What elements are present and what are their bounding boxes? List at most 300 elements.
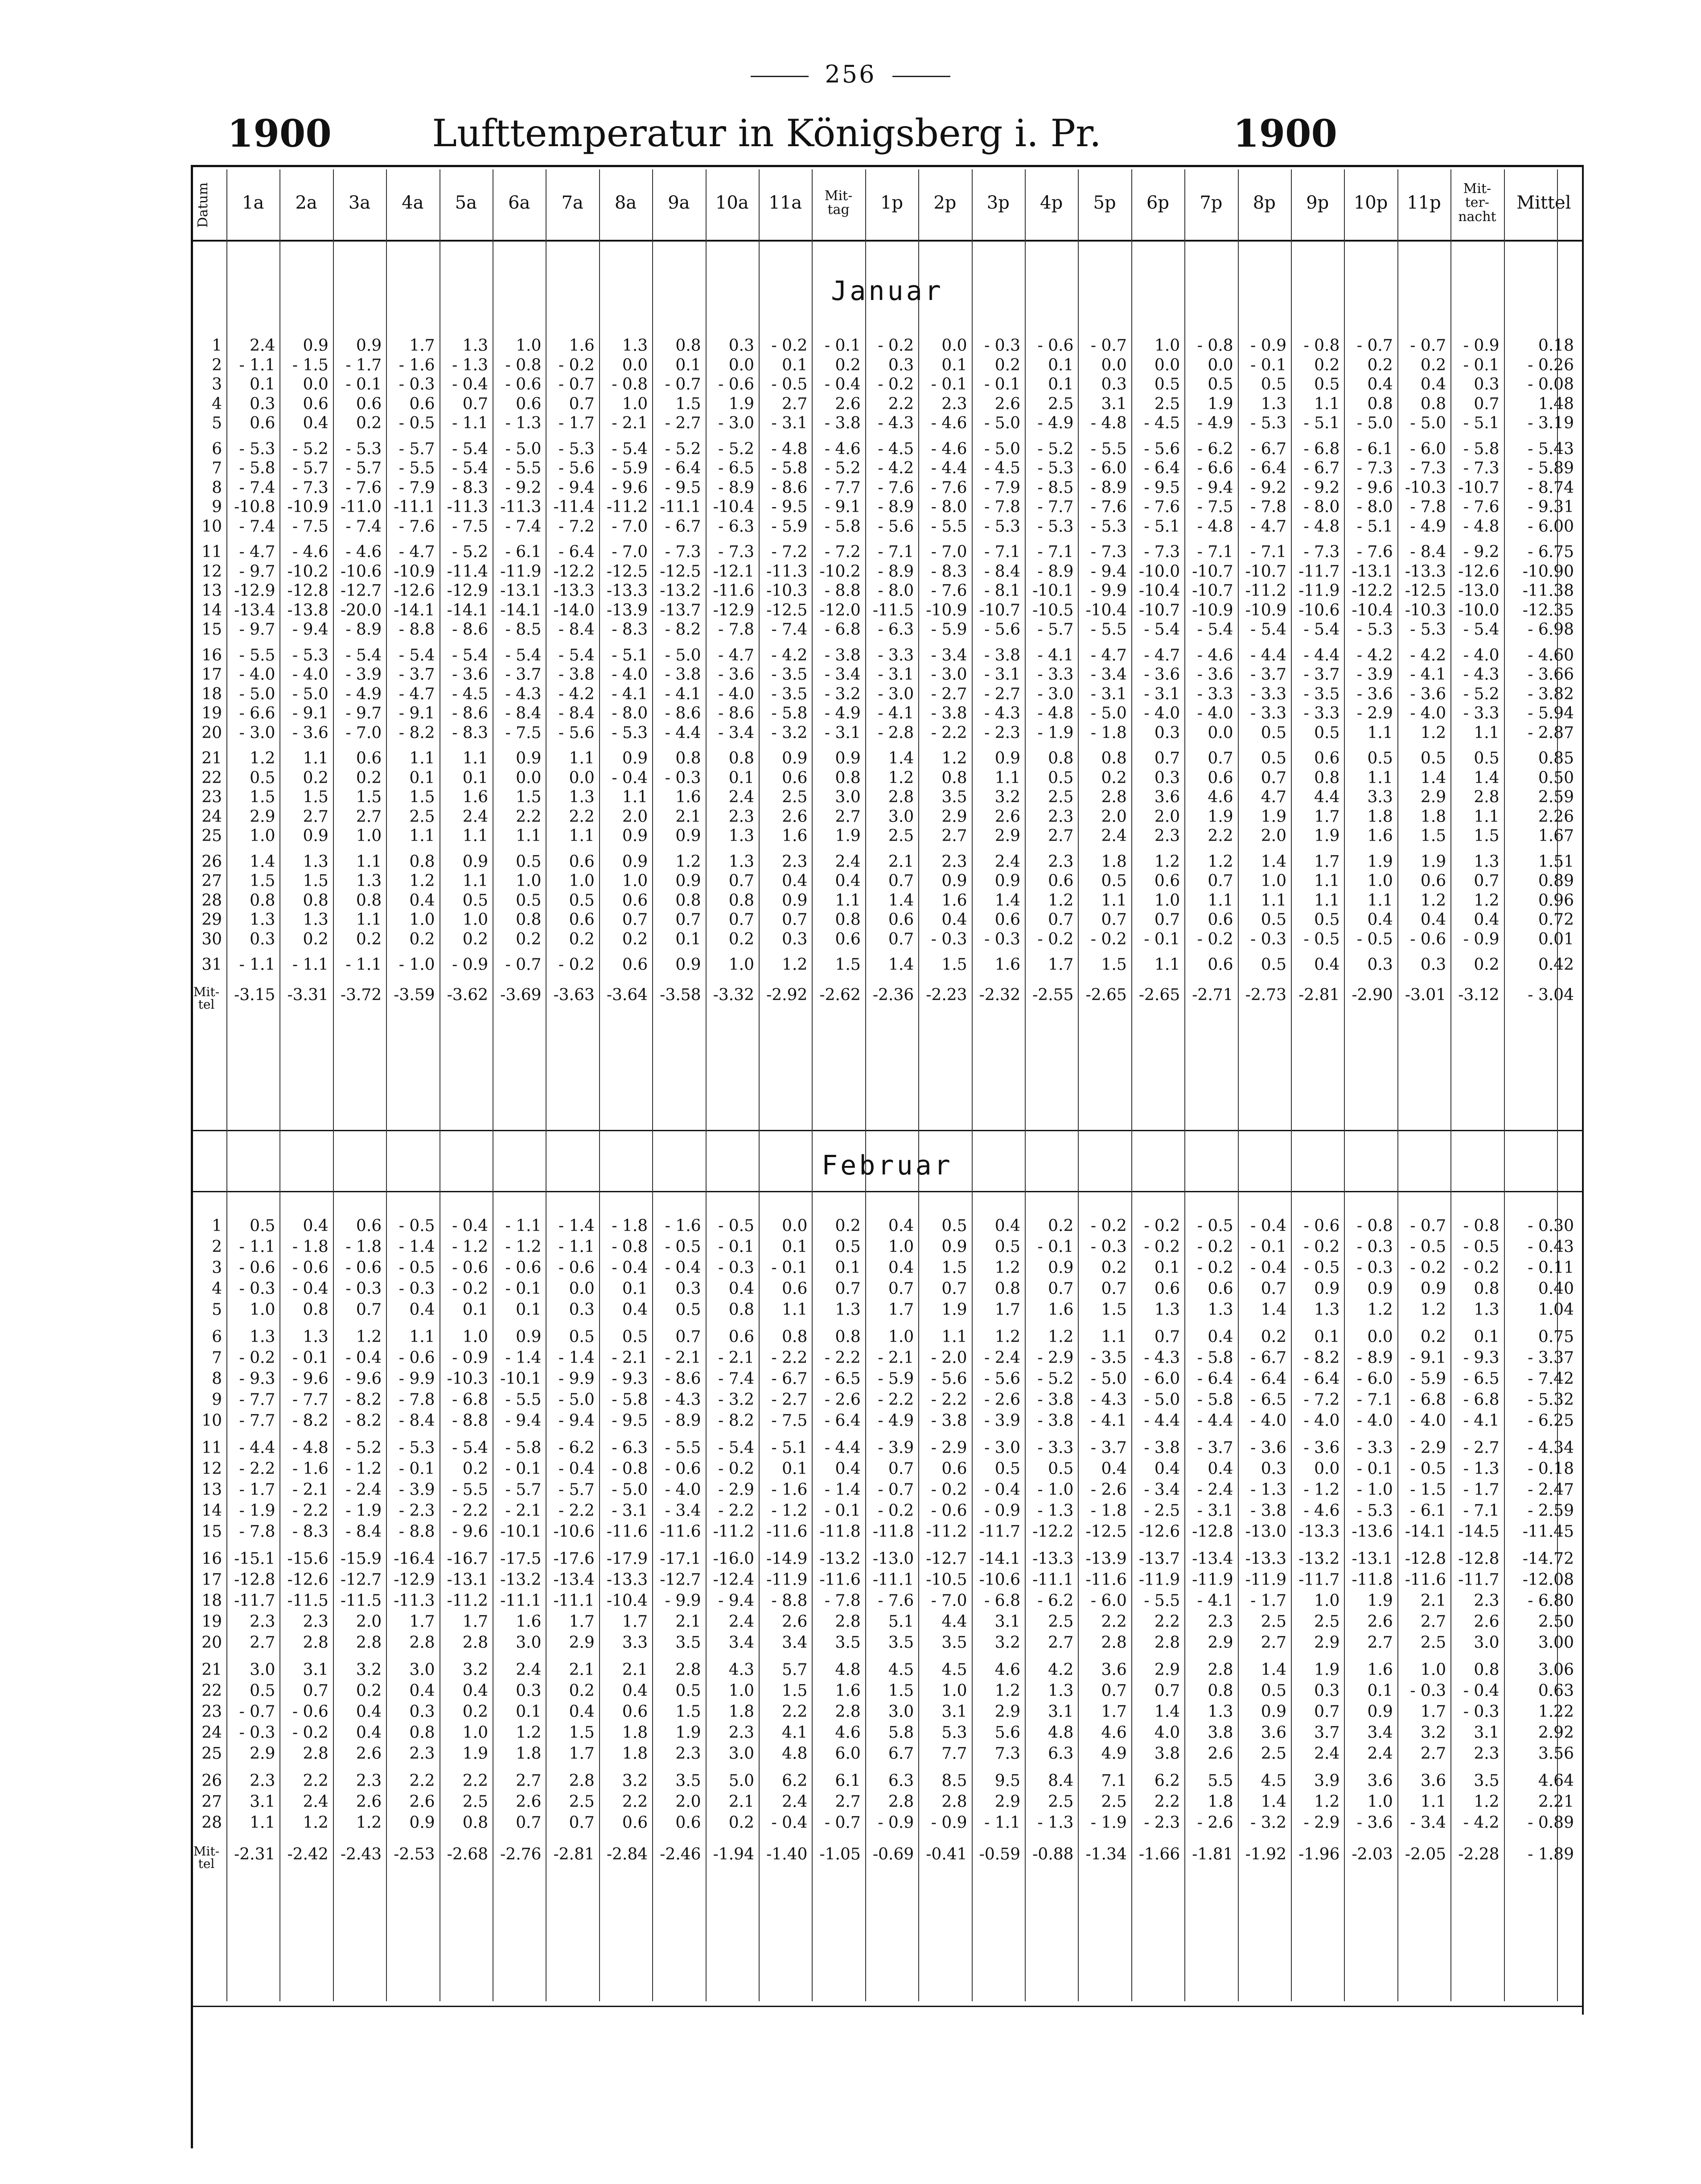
temperature-cell: 0.7 <box>888 872 914 890</box>
temperature-cell: -3.15 <box>234 985 275 1004</box>
date-cell: 8 <box>212 478 222 497</box>
temperature-cell: 1.6 <box>1367 827 1393 845</box>
temperature-cell: 1.6 <box>675 788 701 806</box>
temperature-cell: - 4.7 <box>239 543 275 561</box>
daily-mean-cell: - 6.75 <box>1528 543 1574 561</box>
daily-mean-cell: 2.50 <box>1538 1613 1574 1631</box>
temperature-cell: - 7.4 <box>771 620 808 639</box>
temperature-cell: 1.4 <box>888 956 914 974</box>
daily-mean-cell: -10.90 <box>1522 562 1574 581</box>
temperature-cell: -12.5 <box>1405 582 1446 600</box>
temperature-cell: 1.8 <box>1208 1793 1233 1811</box>
date-cell: 6 <box>212 439 222 458</box>
temperature-cell: 0.3 <box>409 1703 435 1721</box>
temperature-cell: 2.2 <box>303 1772 329 1790</box>
temperature-cell: 1.0 <box>1367 1793 1393 1811</box>
temperature-cell: 0.9 <box>1048 1259 1074 1277</box>
temperature-cell: 2.3 <box>728 1724 754 1742</box>
temperature-cell: - 7.7 <box>239 1412 275 1430</box>
temperature-cell: 0.5 <box>516 891 542 910</box>
temperature-cell: 0.1 <box>675 356 701 374</box>
temperature-cell: - 8.8 <box>452 1412 488 1430</box>
temperature-cell: - 3.4 <box>1410 1814 1446 1832</box>
temperature-cell: 2.0 <box>1261 827 1286 845</box>
temperature-cell: 2.8 <box>303 1745 329 1763</box>
temperature-cell: - 4.0 <box>612 665 648 684</box>
temperature-cell: - 5.3 <box>1037 517 1074 536</box>
temperature-cell: - 9.4 <box>1090 562 1127 581</box>
temperature-cell: - 6.7 <box>1250 439 1286 458</box>
temperature-cell: - 4.4 <box>239 1439 275 1457</box>
temperature-cell: 0.3 <box>1154 768 1180 787</box>
temperature-cell: - 3.6 <box>1303 1439 1340 1457</box>
temperature-cell: 1.5 <box>356 788 382 806</box>
temperature-cell: - 4.4 <box>824 1439 861 1457</box>
mean-label: Mit- tel <box>193 984 220 1012</box>
temperature-cell: - 3.8 <box>558 665 595 684</box>
temperature-cell: 0.5 <box>1154 375 1180 394</box>
temperature-cell: 1.4 <box>888 749 914 768</box>
temperature-cell: - 4.4 <box>1144 1412 1180 1430</box>
temperature-cell: 0.0 <box>728 356 754 374</box>
temperature-cell: 2.6 <box>1367 1613 1393 1631</box>
temperature-cell: 1.5 <box>782 1682 808 1700</box>
temperature-cell: 0.8 <box>728 749 754 768</box>
temperature-cell: - 7.6 <box>345 478 382 497</box>
temperature-cell: - 5.3 <box>984 517 1020 536</box>
temperature-cell: - 3.0 <box>984 1439 1020 1457</box>
temperature-cell: - 8.4 <box>399 1412 435 1430</box>
temperature-cell: -12.8 <box>234 1571 275 1589</box>
temperature-cell: - 0.3 <box>399 375 435 394</box>
temperature-cell: - 0.8 <box>1463 1217 1500 1235</box>
table-row <box>191 1502 1584 1520</box>
temperature-cell: 0.7 <box>888 1280 914 1298</box>
temperature-cell: - 1.3 <box>1037 1814 1074 1832</box>
temperature-cell: - 5.8 <box>771 704 808 723</box>
temperature-cell: - 8.8 <box>399 620 435 639</box>
temperature-cell: 0.4 <box>1314 956 1340 974</box>
temperature-cell: - 3.7 <box>1090 1439 1127 1457</box>
date-cell: 25 <box>201 1745 222 1763</box>
temperature-cell: - 4.1 <box>878 704 914 723</box>
temperature-cell: - 4.0 <box>239 665 275 684</box>
table-row <box>191 479 1584 497</box>
temperature-cell: 0.6 <box>1154 872 1180 890</box>
date-cell: 22 <box>201 1682 222 1700</box>
temperature-cell: - 3.1 <box>612 1502 648 1520</box>
temperature-cell: 1.5 <box>409 788 435 806</box>
temperature-cell: - 5.3 <box>1356 1502 1393 1520</box>
temperature-cell: -10.4 <box>606 1592 648 1610</box>
temperature-cell: 7.7 <box>941 1745 967 1763</box>
temperature-cell: 0.6 <box>888 911 914 929</box>
temperature-cell: - 5.0 <box>984 439 1020 458</box>
temperature-cell: -10.7 <box>1458 478 1500 497</box>
temperature-cell: 2.2 <box>409 1772 435 1790</box>
temperature-cell: - 2.1 <box>718 1349 754 1367</box>
temperature-cell: 1.9 <box>941 1301 967 1319</box>
temperature-cell: - 9.4 <box>558 1412 595 1430</box>
temperature-cell: - 6.4 <box>824 1412 861 1430</box>
temperature-cell: 0.5 <box>622 1328 648 1346</box>
temperature-cell: - 5.0 <box>1356 414 1393 432</box>
date-cell: 18 <box>201 1592 222 1610</box>
temperature-cell: - 6.3 <box>878 620 914 639</box>
temperature-cell: 0.0 <box>516 768 542 787</box>
temperature-cell: 0.6 <box>1208 911 1233 929</box>
temperature-cell: - 2.2 <box>292 1502 329 1520</box>
table-row <box>191 395 1584 414</box>
temperature-cell: - 1.1 <box>505 1217 542 1235</box>
temperature-cell: 1.1 <box>462 749 488 768</box>
temperature-cell: - 6.8 <box>824 620 861 639</box>
temperature-cell: - 0.4 <box>1250 1259 1286 1277</box>
hour-header-10: 10a <box>715 193 749 213</box>
temperature-cell: 0.6 <box>728 1328 754 1346</box>
table-row <box>191 1349 1584 1367</box>
temperature-cell: 1.3 <box>569 788 595 806</box>
temperature-cell: - 0.9 <box>1463 930 1500 948</box>
temperature-cell: - 5.4 <box>1250 620 1286 639</box>
temperature-cell: - 4.0 <box>1463 646 1500 665</box>
temperature-cell: - 1.7 <box>1463 1481 1500 1499</box>
hour-header-15: 3p <box>986 193 1010 213</box>
date-cell: 16 <box>201 1550 222 1568</box>
temperature-cell: - 0.2 <box>1090 1217 1127 1235</box>
date-cell: 30 <box>201 930 222 948</box>
temperature-cell: - 7.8 <box>1410 498 1446 516</box>
temperature-cell: 0.5 <box>569 1328 595 1346</box>
temperature-cell: 0.5 <box>250 768 275 787</box>
temperature-cell: - 7.0 <box>345 723 382 742</box>
temperature-cell: - 5.3 <box>1090 517 1127 536</box>
temperature-cell: 1.2 <box>1314 1793 1340 1811</box>
temperature-cell: 2.8 <box>1208 1661 1233 1679</box>
daily-mean-cell: - 2.87 <box>1528 723 1574 742</box>
temperature-cell: - 9.9 <box>665 1592 701 1610</box>
temperature-cell: - 0.5 <box>399 1259 435 1277</box>
temperature-cell: -10.9 <box>1192 601 1233 620</box>
temperature-cell: 0.8 <box>994 1280 1020 1298</box>
temperature-cell: - 1.1 <box>984 1814 1020 1832</box>
temperature-cell: 2.2 <box>622 1793 648 1811</box>
temperature-cell: -13.9 <box>1085 1550 1127 1568</box>
mittel-header: Mittel <box>1516 193 1571 213</box>
temperature-cell: 1.7 <box>1420 1703 1446 1721</box>
temperature-cell: 2.3 <box>941 394 967 413</box>
temperature-cell: 2.7 <box>941 827 967 845</box>
temperature-cell: - 1.1 <box>345 956 382 974</box>
temperature-cell: - 5.6 <box>1144 439 1180 458</box>
temperature-cell: -17.5 <box>500 1550 542 1568</box>
temperature-cell: -13.6 <box>1352 1523 1393 1541</box>
table-row <box>191 1682 1584 1700</box>
temperature-cell: 1.9 <box>1314 827 1340 845</box>
temperature-cell: -12.9 <box>447 582 488 600</box>
temperature-cell: - 0.2 <box>239 1349 275 1367</box>
temperature-cell: - 4.2 <box>1356 646 1393 665</box>
temperature-cell: -11.5 <box>340 1592 382 1610</box>
temperature-cell: - 7.0 <box>931 1592 967 1610</box>
temperature-cell: -14.5 <box>1458 1523 1500 1541</box>
temperature-cell: -14.9 <box>766 1550 808 1568</box>
temperature-cell: - 5.4 <box>452 459 488 477</box>
temperature-cell: 0.2 <box>462 1703 488 1721</box>
temperature-cell: 0.7 <box>888 930 914 948</box>
temperature-cell: -2.76 <box>500 1845 542 1864</box>
temperature-cell: -13.4 <box>234 601 275 620</box>
temperature-cell: -2.32 <box>979 985 1020 1004</box>
header-rule <box>191 240 1584 242</box>
temperature-cell: 1.6 <box>1367 1661 1393 1679</box>
temperature-cell: - 9.2 <box>505 478 542 497</box>
temperature-table <box>191 165 1584 2148</box>
temperature-cell: - 7.3 <box>1090 543 1127 561</box>
temperature-cell: 0.3 <box>1154 723 1180 742</box>
temperature-cell: -11.2 <box>1245 582 1286 600</box>
temperature-cell: -10.7 <box>1192 582 1233 600</box>
temperature-cell: 1.1 <box>1101 1328 1127 1346</box>
temperature-cell: -11.6 <box>606 1523 648 1541</box>
temperature-cell: 3.1 <box>994 1613 1020 1631</box>
temperature-cell: - 8.1 <box>984 582 1020 600</box>
temperature-cell: 5.7 <box>782 1661 808 1679</box>
temperature-cell: - 4.2 <box>1410 646 1446 665</box>
temperature-cell: 2.5 <box>1048 1613 1074 1631</box>
temperature-cell: - 7.7 <box>239 1391 275 1409</box>
temperature-cell: 4.6 <box>1208 788 1233 806</box>
temperature-cell: 0.6 <box>356 1217 382 1235</box>
table-row <box>191 498 1584 517</box>
temperature-cell: - 2.7 <box>984 685 1020 703</box>
temperature-cell: -12.2 <box>553 562 595 581</box>
temperature-cell: -3.69 <box>500 985 542 1004</box>
temperature-cell: - 4.9 <box>824 704 861 723</box>
temperature-cell: 0.8 <box>1474 1661 1500 1679</box>
daily-mean-cell: 0.42 <box>1538 956 1574 974</box>
temperature-cell: -2.68 <box>447 1845 488 1864</box>
temperature-cell: - 0.5 <box>1410 1460 1446 1478</box>
temperature-cell: -0.88 <box>1032 1845 1074 1864</box>
temperature-cell: 0.8 <box>1101 749 1127 768</box>
temperature-cell: -13.0 <box>1245 1523 1286 1541</box>
temperature-cell: - 1.3 <box>505 414 542 432</box>
temperature-cell: - 7.6 <box>878 1592 914 1610</box>
temperature-cell: - 7.6 <box>1090 498 1127 516</box>
temperature-cell: 2.1 <box>622 1661 648 1679</box>
temperature-cell: 0.7 <box>516 1814 542 1832</box>
temperature-cell: -3.01 <box>1405 985 1446 1004</box>
temperature-cell: 3.4 <box>1367 1724 1393 1742</box>
temperature-cell: 8.4 <box>1048 1772 1074 1790</box>
temperature-cell: - 2.9 <box>1356 704 1393 723</box>
temperature-cell: -1.96 <box>1298 1845 1340 1864</box>
temperature-cell: -2.55 <box>1032 985 1074 1004</box>
temperature-cell: - 2.3 <box>984 723 1020 742</box>
temperature-cell: - 9.1 <box>1410 1349 1446 1367</box>
date-cell: 26 <box>201 1772 222 1790</box>
daily-mean-cell: - 3.66 <box>1528 665 1574 684</box>
temperature-cell: 2.8 <box>888 1793 914 1811</box>
temperature-cell: - 2.1 <box>612 1349 648 1367</box>
table-row <box>191 665 1584 684</box>
temperature-cell: -10.9 <box>1245 601 1286 620</box>
temperature-cell: 0.5 <box>462 891 488 910</box>
temperature-cell: - 0.8 <box>612 1238 648 1256</box>
table-row <box>191 1280 1584 1298</box>
temperature-cell: 0.0 <box>622 356 648 374</box>
hour-header-14: 2p <box>933 193 957 213</box>
table-row <box>191 1439 1584 1457</box>
temperature-cell: - 5.4 <box>399 646 435 665</box>
temperature-cell: -2.62 <box>819 985 861 1004</box>
temperature-cell: 1.1 <box>622 788 648 806</box>
temperature-cell: - 2.2 <box>239 1460 275 1478</box>
temperature-cell: - 5.6 <box>984 1370 1020 1388</box>
temperature-cell: 0.8 <box>675 891 701 910</box>
temperature-cell: - 4.2 <box>878 459 914 477</box>
table-row <box>191 1661 1584 1679</box>
temperature-cell: - 8.0 <box>931 498 967 516</box>
temperature-cell: 0.4 <box>462 1682 488 1700</box>
temperature-cell: - 7.1 <box>1463 1502 1500 1520</box>
daily-mean-cell: 0.96 <box>1538 891 1574 910</box>
temperature-cell: - 2.4 <box>1197 1481 1233 1499</box>
temperature-cell: - 5.1 <box>1303 414 1340 432</box>
temperature-cell: - 9.3 <box>1463 1349 1500 1367</box>
temperature-cell: 2.9 <box>941 807 967 826</box>
temperature-cell: 1.3 <box>1154 1301 1180 1319</box>
daily-mean-cell: -12.35 <box>1522 601 1574 620</box>
temperature-cell: - 5.9 <box>612 459 648 477</box>
temperature-cell: - 0.2 <box>1410 1259 1446 1277</box>
temperature-cell: -12.8 <box>287 582 329 600</box>
temperature-cell: - 0.4 <box>345 1349 382 1367</box>
temperature-cell: - 8.9 <box>665 1412 701 1430</box>
temperature-cell: -10.5 <box>1032 601 1074 620</box>
temperature-cell: 0.9 <box>941 872 967 890</box>
temperature-cell: - 6.4 <box>558 543 595 561</box>
temperature-cell: 0.4 <box>622 1682 648 1700</box>
temperature-cell: 1.1 <box>1314 891 1340 910</box>
temperature-cell: 0.3 <box>782 930 808 948</box>
temperature-cell: 0.6 <box>1048 872 1074 890</box>
temperature-cell: - 4.2 <box>771 646 808 665</box>
temperature-cell: - 9.1 <box>292 704 329 723</box>
temperature-cell: - 6.7 <box>665 517 701 536</box>
temperature-cell: -11.8 <box>819 1523 861 1541</box>
temperature-cell: -2.28 <box>1458 1845 1500 1864</box>
temperature-cell: - 6.0 <box>1090 459 1127 477</box>
table-row <box>191 646 1584 665</box>
temperature-cell: 2.4 <box>782 1793 808 1811</box>
temperature-cell: 2.0 <box>1101 807 1127 826</box>
temperature-cell: 0.5 <box>1261 956 1286 974</box>
temperature-cell: 0.6 <box>1208 1280 1233 1298</box>
temperature-cell: -10.7 <box>1138 601 1180 620</box>
temperature-cell: 2.1 <box>1420 1592 1446 1610</box>
temperature-cell: 2.5 <box>888 827 914 845</box>
temperature-cell: - 0.1 <box>292 1349 329 1367</box>
temperature-cell: 2.8 <box>462 1634 488 1652</box>
temperature-cell: -11.1 <box>394 498 435 516</box>
temperature-cell: - 0.7 <box>1410 1217 1446 1235</box>
temperature-cell: - 4.4 <box>1303 646 1340 665</box>
temperature-cell: - 3.4 <box>931 646 967 665</box>
temperature-cell: 1.2 <box>356 1328 382 1346</box>
temperature-cell: -2.65 <box>1138 985 1180 1004</box>
temperature-cell: 0.5 <box>835 1238 861 1256</box>
temperature-cell: - 9.7 <box>239 562 275 581</box>
temperature-cell: - 0.3 <box>1250 930 1286 948</box>
temperature-cell: 1.2 <box>994 1328 1020 1346</box>
temperature-cell: 1.1 <box>1367 891 1393 910</box>
temperature-cell: - 8.5 <box>1037 478 1074 497</box>
temperature-cell: 0.1 <box>516 1301 542 1319</box>
temperature-cell: 2.4 <box>462 807 488 826</box>
temperature-cell: -13.3 <box>606 582 648 600</box>
temperature-cell: 1.5 <box>1101 1301 1127 1319</box>
temperature-cell: - 9.3 <box>239 1370 275 1388</box>
temperature-cell: - 3.8 <box>824 414 861 432</box>
temperature-cell: 1.8 <box>728 1703 754 1721</box>
table-row <box>191 1412 1584 1430</box>
temperature-cell: -3.59 <box>394 985 435 1004</box>
temperature-cell: -11.6 <box>713 582 754 600</box>
temperature-cell: - 5.4 <box>612 439 648 458</box>
temperature-cell: 1.5 <box>941 956 967 974</box>
temperature-cell: 0.0 <box>1314 1460 1340 1478</box>
temperature-cell: 1.3 <box>835 1301 861 1319</box>
temperature-cell: - 0.8 <box>612 1460 648 1478</box>
date-cell: 11 <box>201 1439 222 1457</box>
temperature-cell: 2.5 <box>1261 1745 1286 1763</box>
date-cell: 28 <box>201 1814 222 1832</box>
temperature-cell: -10.9 <box>287 498 329 516</box>
temperature-cell: -17.6 <box>553 1550 595 1568</box>
temperature-cell: - 3.6 <box>1144 665 1180 684</box>
hour-header-1: 1a <box>242 193 264 213</box>
temperature-cell: - 1.9 <box>345 1502 382 1520</box>
temperature-cell: 0.2 <box>1367 356 1393 374</box>
temperature-cell: -13.7 <box>660 601 701 620</box>
temperature-cell: 1.3 <box>1314 1301 1340 1319</box>
temperature-cell: - 4.9 <box>1037 414 1074 432</box>
temperature-cell: 0.0 <box>1101 356 1127 374</box>
temperature-cell: 0.7 <box>1208 749 1233 768</box>
temperature-cell: 0.5 <box>1208 375 1233 394</box>
temperature-cell: 1.3 <box>303 911 329 929</box>
temperature-cell: - 3.5 <box>1303 685 1340 703</box>
temperature-cell: 1.2 <box>1154 852 1180 871</box>
temperature-cell: - 7.5 <box>1197 498 1233 516</box>
temperature-cell: 0.8 <box>1314 768 1340 787</box>
temperature-cell: - 1.0 <box>1037 1481 1074 1499</box>
temperature-cell: 0.6 <box>622 956 648 974</box>
temperature-cell: - 7.7 <box>1037 498 1074 516</box>
hour-header-20: 8p <box>1253 193 1276 213</box>
temperature-cell: 3.6 <box>1261 1724 1286 1742</box>
temperature-cell: - 5.5 <box>505 1391 542 1409</box>
temperature-cell: 0.8 <box>941 768 967 787</box>
temperature-cell: - 0.6 <box>452 1259 488 1277</box>
table-row <box>191 1481 1584 1499</box>
temperature-cell: -12.8 <box>1192 1523 1233 1541</box>
temperature-cell: -11.9 <box>1192 1571 1233 1589</box>
temperature-cell: - 4.7 <box>1250 517 1286 536</box>
temperature-cell: - 1.9 <box>1037 723 1074 742</box>
